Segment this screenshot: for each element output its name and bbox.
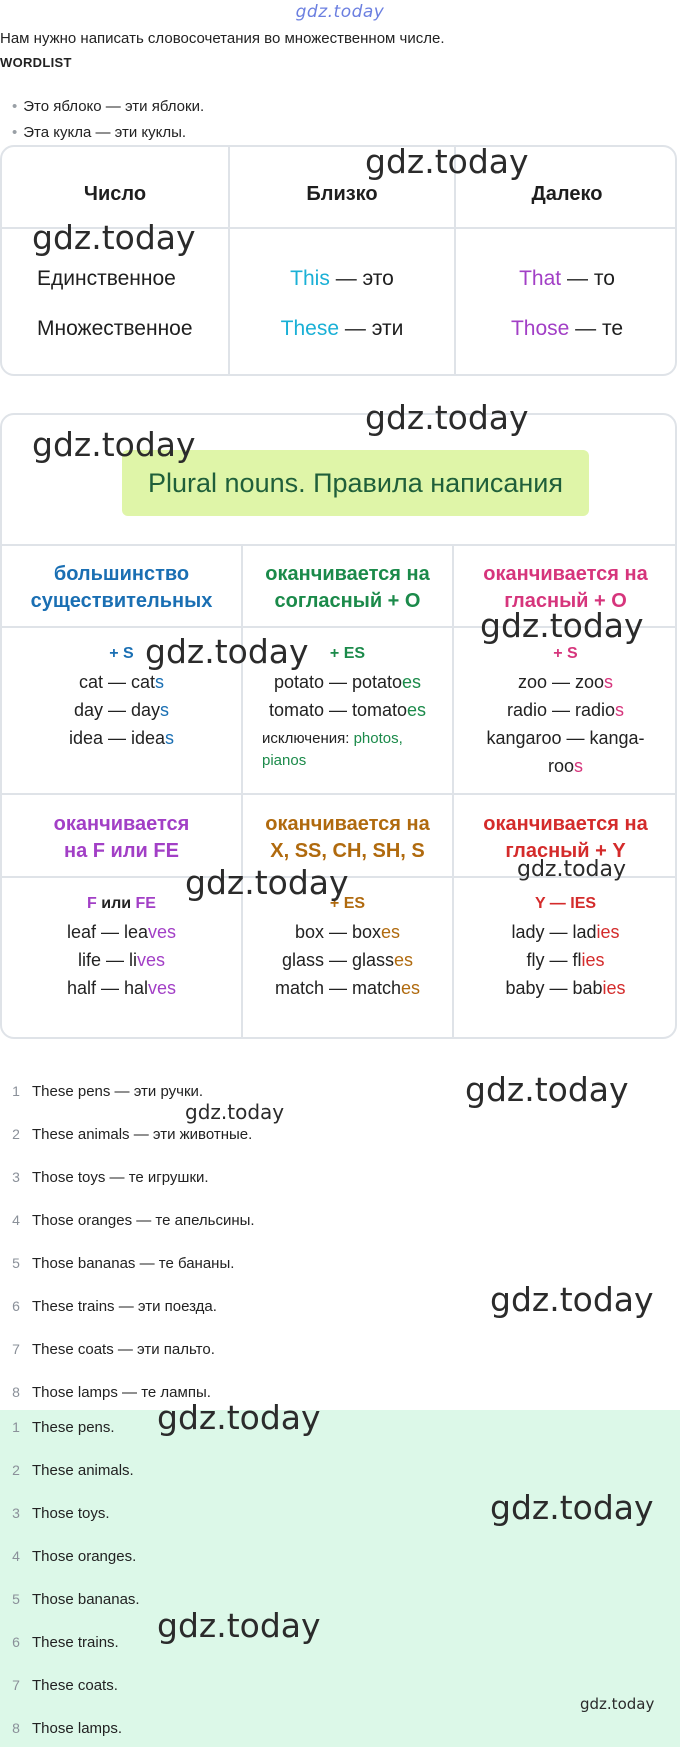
watermark: gdz.today bbox=[185, 1100, 285, 1124]
list-item: 3 Those toys — те игрушки. bbox=[12, 1169, 209, 1186]
list-item: roos bbox=[547, 756, 583, 776]
list-item: tomato — tomatoes bbox=[268, 700, 427, 720]
translation: — те bbox=[575, 317, 624, 340]
answer-list bbox=[0, 1419, 680, 1763]
rule-body-x-ss-ch-sh-s bbox=[243, 890, 452, 1002]
row-singular-near bbox=[230, 267, 454, 291]
row-plural-near bbox=[230, 317, 454, 341]
suffix-label: + ES bbox=[329, 895, 366, 912]
watermark: gdz.today bbox=[32, 218, 196, 257]
watermark: gdz.today bbox=[517, 857, 627, 882]
rule-header-vowel-o: оканчивается на гласный + O bbox=[483, 563, 648, 612]
list-item: cat — cats bbox=[78, 672, 165, 692]
list-item: box — boxes bbox=[294, 922, 401, 942]
list-item: 1 These pens — эти ручки. bbox=[12, 1083, 204, 1100]
row-plural-label: Множественное bbox=[37, 317, 193, 340]
list-item: 8 Those lamps — те лампы. bbox=[12, 1384, 211, 1401]
list-item: idea — ideas bbox=[68, 728, 175, 748]
list-item: potato — potatoes bbox=[273, 672, 422, 692]
demonstratives-table bbox=[0, 145, 677, 376]
list-item: • Это яблоко — эти яблоки. bbox=[12, 98, 204, 124]
suffix-label: Y — IES bbox=[534, 895, 597, 912]
suffix-label: + S bbox=[553, 645, 578, 662]
list-item: 3 Those toys. bbox=[12, 1505, 110, 1522]
rule-header-x-ss-ch-sh-s: оканчивается на X, SS, CH, SH, S bbox=[265, 813, 430, 862]
list-item: leaf — leaves bbox=[66, 922, 177, 942]
list-item: • Эта кукла — эти куклы. bbox=[12, 124, 204, 150]
watermark: gdz.today bbox=[580, 1695, 655, 1713]
list-item: 2 These animals — эти животные. bbox=[12, 1126, 253, 1143]
translation: — эти bbox=[344, 317, 404, 340]
list-item: day — days bbox=[73, 700, 170, 720]
row-singular-far bbox=[456, 267, 678, 291]
row-singular-label: Единственное bbox=[37, 267, 176, 290]
rule-body-f-fe bbox=[2, 890, 241, 1002]
watermark: gdz.today bbox=[32, 425, 196, 464]
list-item: 7 These coats. bbox=[12, 1677, 118, 1694]
list-item: 6 These trains. bbox=[12, 1634, 119, 1651]
exceptions-note: исключения: photos, pianos bbox=[262, 730, 403, 769]
list-item: life — lives bbox=[77, 950, 166, 970]
task-intro: Нам нужно написать словосочетания во множественном числе. bbox=[0, 30, 445, 47]
word-these: These bbox=[280, 317, 340, 340]
list-item: glass — glasses bbox=[281, 950, 414, 970]
list-item: 1 These pens. bbox=[12, 1419, 115, 1436]
translation: — то bbox=[566, 267, 615, 290]
row-plural-far bbox=[456, 317, 678, 341]
word-this: This bbox=[290, 267, 330, 290]
watermark: gdz.today bbox=[185, 863, 349, 902]
wordlist-label: WORDLIST bbox=[0, 55, 72, 70]
divider bbox=[2, 793, 675, 795]
header-number: Число bbox=[83, 183, 147, 205]
suffix-label: + S bbox=[109, 645, 134, 662]
list-item: 8 Those lamps. bbox=[12, 1720, 123, 1737]
plural-rules-table bbox=[0, 413, 677, 1039]
word-that: That bbox=[519, 267, 562, 290]
list-item: lady — ladies bbox=[511, 922, 620, 942]
rule-body-vowel-o bbox=[454, 640, 677, 780]
rule-header-consonant-o: оканчивается на согласный + O bbox=[265, 563, 430, 612]
list-item: 2 These animals. bbox=[12, 1462, 134, 1479]
list-item: fly — flies bbox=[526, 950, 605, 970]
rules-title: Plural nouns. Правила написания bbox=[122, 450, 589, 516]
watermark: gdz.today bbox=[490, 1488, 654, 1527]
list-item: half — halves bbox=[66, 978, 177, 998]
suffix-label: F или FE bbox=[87, 895, 156, 912]
rule-header-most-nouns: большинство существительных bbox=[30, 563, 213, 612]
watermark: gdz.today bbox=[365, 142, 529, 181]
watermark: gdz.today bbox=[157, 1398, 321, 1437]
suffix-label: + ES bbox=[329, 645, 366, 662]
list-item: radio — radios bbox=[506, 700, 625, 720]
header-far: Далеко bbox=[531, 183, 603, 205]
list-item: 5 Those bananas. bbox=[12, 1591, 140, 1608]
word-those: Those bbox=[510, 317, 570, 340]
site-logo[interactable]: gdz.today bbox=[295, 2, 385, 22]
list-item: 7 These coats — эти пальто. bbox=[12, 1341, 215, 1358]
example-list bbox=[12, 98, 204, 150]
watermark: gdz.today bbox=[365, 398, 529, 437]
translation-list bbox=[0, 1083, 680, 1427]
header-near: Близко bbox=[306, 183, 378, 205]
list-item: 4 Those oranges. bbox=[12, 1548, 137, 1565]
list-item: 5 Those bananas — те бананы. bbox=[12, 1255, 235, 1272]
watermark: gdz.today bbox=[490, 1280, 654, 1319]
watermark: gdz.today bbox=[480, 606, 644, 645]
list-item: baby — babies bbox=[505, 978, 626, 998]
rule-body-vowel-y bbox=[454, 890, 677, 1002]
watermark: gdz.today bbox=[157, 1606, 321, 1645]
list-item: 4 Those oranges — те апельсины. bbox=[12, 1212, 255, 1229]
list-item: kangaroo — kanga- bbox=[486, 728, 645, 748]
list-item: zoo — zoos bbox=[517, 672, 614, 692]
watermark: gdz.today bbox=[465, 1070, 629, 1109]
watermark: gdz.today bbox=[145, 632, 309, 671]
rule-header-f-fe: оканчивается на F или FE bbox=[53, 813, 190, 862]
list-item: 6 These trains — эти поезда. bbox=[12, 1298, 217, 1315]
divider bbox=[2, 544, 675, 546]
rule-header-vowel-y: оканчивается на гласный + Y bbox=[483, 813, 648, 862]
list-item: match — matches bbox=[274, 978, 421, 998]
translation: — это bbox=[335, 267, 394, 290]
